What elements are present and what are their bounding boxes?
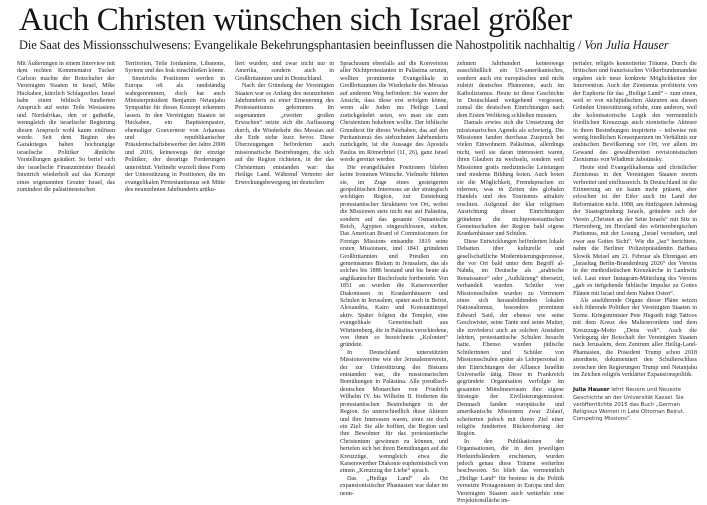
paragraph: Damals erwies sich die Umsetzung der missionarischen Agenda als schwierig. Die Missionen fanden durchaus Zuspruch bei vielen Einwohnern Palästinas, allerdings nicht, weil sie daran interessiert waren, ihren Glauben zu wechseln, sondern weil Missionen gratis medizinische Leistungen und moderne Bildung boten. Auch boten sie die Möglichkeit, Fremdsprachen zu erlernen, was in Zeiten des globalen Handels und des Tourismus attraktiv erschien. Aufgrund der klar religiösen Ausrichtung dieser Einrichtungen gründeten die nichtprotestantischen Gemeinschaften der Region bald eigene Krankenhäuser und Schulen. (457, 120, 564, 238)
author-bio (573, 387, 697, 423)
article-column-3 (235, 61, 334, 187)
subheadline (19, 38, 669, 53)
article-column-2 (125, 61, 225, 194)
article-column-5 (457, 61, 564, 505)
byline: Von Julia Hauser (584, 38, 669, 52)
paragraph: In den Publikationen der Organisationen, die in den jeweiligen Herkunftsländern erschienen, wurden jedoch genau diese Träume weiterhin beschworen. So blieb das vermeintlich „Heilige Land“ für bestens in die Politik vernetzte Protagonisten in Europa und den Vereinigten Staaten auch weiterhin eine Projektionsfläche im- (457, 438, 564, 504)
paragraph: Diese Entwicklungen beförderten lokale Debatten über kulturelle und gesellschaftliche Modernisierungsprozesse, die vor Ort bald unter dem Begriff al-Nahda, im Deutsche als „arabische Renaissance“ oder „Aufklärung“ übersetzt, verhandelt wurden. Schüler von Missionsschulen wurden zu Vertretern eines sich herausbildenden lokalen Nationalismus, besonders prominent Edward Said, der ebenso wie seine Geschwister, seine Tante und seine Mutter, die zuvörderst auch an solchen Anstalten lehrten, protestantische Schulen besucht hatte. Ebenso wurden jüdische Schülerinnen und Schüler von Missionsschulen später als Lehrpersonal in den Einrichtungen der Alliance Israélite Universelle tätig. Diese in Frankreich gegründete Organisation verfolgte im gesamten Mittelmeerraum ihre eigene Strategie der Zivilisierungsmission. Demnach fanden europäische und amerikanische Missionen zwar Zulauf, scheiterten jedoch mit ihrem Ziel einer religiös fundierten Rückeroberung der Region. (457, 238, 564, 438)
paragraph: Nach der Gründung der Vereinigten Staaten war es Anfang des neunzehnten Jahrhunderts zu einer Erneuerung des Protestantismus gekommen. Im sogenannten „zweiten großen Erwachen“ setzte sich die Auffassung durch, die Wiederkehr des Messias auf die Erde stehe kurz bevor. Diese Überzeugungen beförderten auch missionarische Bestrebungen, die sich auf die Region richteten, in der das Christentum entstanden war: das Heilige Land. Während Vertreter der Erweckungsbewegung im deutschen (235, 83, 334, 186)
paragraph: Sprachraum ebenfalls auf die Konversion aller Nichtprotestanten in Palästina setzten, wollten prominente Evangelikale in Großbritannien die Wiederkehr des Messias auf anderem Weg befördern: Sie waren der Ansicht, dass diese erst erfolgen könne, wenn alle Juden ins Heilige Land zurückgekehrt seien, wo man sie zum Christentum bekehren wollte. Der biblische Grundtext für dieses Vorhaben, das auf den Puritanismus des siebzehnten Jahrhunderts zurückgeht, ist die Aussage des Apostels Paulus im Römerbrief (11, 26), ganz Israel werde gerettet werden. (340, 61, 448, 164)
paragraph: perialer, religiös konnotierter Träume. Durch die britischen und französischen Völkerbundsmandate ergaben sich neue konkrete Möglichkeiten der Intervention. Auch der Zionismus profitierte von der Euphorie für das „Heilige Land“ – zum einen, weil er von nichtjüdischen Akteuren aus diesen Gründen Unterstützung erfuhr, zum anderen, weil die kolonisatorische Logik des vermeintlich friedlichen Kreuzzugs auch zionistische Akteure in ihren Bestrebungen inspirierte – teilweise mit wenig friedlichen Konsequenzen im Verhältnis zur arabischen Bevölkerung vor Ort, vor allem im Gewand des gewaltbereiten revisionistischen Zionismus von Wladimir Jabotinsky. (573, 61, 697, 164)
paragraph: Das „Heilige Land“ als Ort expansionistischer Phantasien war daher im neun- (340, 475, 448, 497)
author-name: Julia Hauser (573, 387, 610, 394)
article-column-4 (340, 61, 448, 498)
subheadline-text: Die Saat des Missionsschulwesens: Evangelikale Bekehrungsphantasien beeinflussen die Nahostpolitik nachhaltig / (19, 38, 585, 52)
paragraph: Mit Äußerungen in einem Interview mit dem rechten Kommentator Tucker Carlson machte der Botschafter der Vereinigten Staaten in Israel, Mike Huckabee, kürzlich Schlagzeilen. Israel habe einen biblisch fundierten Anspruch auf weite Teile Westasiens und Nordafrikas, den er gutheiße, wenngleich die israelische Regierung diesen Anspruch wohl kaum einlösen werde. Seit dem Beginn des Gazakrieges haben hochrangige israelische Politiker ähnliche Vorstellungen geäußert. So berief sich der israelische Finanzminister Bezalel Smotrich wiederholt auf das Konzept eines sogenannten Greater Israel, das zumindest die palästinensischen (17, 61, 115, 193)
paragraph: Territorien, Teile Jordaniens, Libanons, Syriens und des Irak einschließen könne. (125, 61, 225, 75)
paragraph: Heute sind Evangelikalismus und christlicher Zionismus in den Vereinigten Staaten enorm verbreitet und einflussreich. In Deutschland ist die Erinnerung an sie kaum mehr präsent, aber erloschen ist der Eifer auch im Land der Reformation nicht. 1998, am fünfzigsten Jahrestag der Staatsgründung Israels, gründete sich der Verein „Christen an der Seite Israels“ mit Sitz in Herrenberg, im Herzland des württembergischen Pietismus, mit der Losung „Israel verstehen, und zwar aus Gottes Sicht“. Wie die „taz“ berichtete, nahm die Berliner Polizeipräsidentin Barbara Slowik Meisel am 21. Februar als Ehrengast am „Israeltag Berlin-Brandenburg 2026“ des Vereins in der methodistischen Kreuzkirche in Lankwitz teil. Laut einer Instagram-Mitteilung des Vereins „gab es tiefgehende biblische Impulse zu Gottes Plänen mit Israel und dem Nahen Osten“. (573, 164, 697, 297)
paragraph: liert wurden, und zwar nicht nur in Amerika, sondern auch in Großbritannien und in Deutschland. (235, 61, 334, 82)
paragraph: zehnten Jahrhundert keineswegs ausschließlich ein US-amerikanisches, sondern auch ein europäisches und nicht zuletzt deutsches Phänomen, auch im Katholizismus. Heute ist diese Geschichte in Deutschland weitgehend vergessen, zumal die deutschen Einrichtungen nach dem Ersten Weltkrieg schließen mussten. (457, 61, 564, 119)
article-column-6 (573, 61, 697, 423)
headline: Auch Christen wünschen sich Israel größer (19, 2, 572, 38)
paragraph: Die evangelikalen Positionen blieben keine frommen Wünsche. Vielmehr führten sie, im Zuge eines gesteigerten geopolitischen Interesses an der strategisch wichtigen Region, zur Entstehung protestantischer Strukturen vor Ort, wobei die Missionen stets nicht nur auf Palästina, sondern auf das gesamte Osmanische Reich, Ägypten eingeschlossen, zielten. Das American Board of Commissioners for Foreign Missions entsandte 1819 seine ersten Missionare, und 1841 gründeten Großbritannien und Preußen ein gemeinsames Bistum in Jerusalem, das als solches bis 1886 bestand und bis heute als anglikanischer Bischofssitz fortbesteht. Von 1851 an wurden die Kaiserswerther Diakonissen in Krankenhäusern und Schulen in Jerusalem, später auch in Beirut, Alexandria, Kairo und Konstantinopel aktiv. Später folgten die Templer, eine evangelikale Gemeinschaft aus Württemberg, die in Palästina verschiedene, von ihnen so bezeichnete „Kolonien“ gründete. (340, 164, 448, 349)
author-bio-text: lehrt Neuere und Neueste Geschichte an der Universität Kassel. Sie veröffentlichte 2015 das Buch „German Religious Women in Late Ottoman Beirut. Competing Missions“. (573, 387, 685, 423)
article-column-1 (17, 61, 115, 194)
paragraph: Als ausführende Organe dieser Pläne setzen sich führende Politiker der Vereinigten Staaten in Szene. Kriegsminister Pete Hegseth trägt Tattoos mit dem Kreuz des Malteserordens und dem Kreuzzugs-Motto „Deus vult“. Auch die Verlegung der Botschaft der Vereinigten Staaten nach Jerusalem, dem Zentrum aller Heilig-Land-Phantasien, die Präsident Trump schon 2018 anordnete, dokumentiert den Schulterschluss zwischen den Regierungen Trump und Netanjahu im Zeichen religiös verklärter Expansionspolitik. (573, 298, 697, 379)
paragraph: In Deutschland unterstützten Missionsvereine wie der Jerusalemsverein, der zur Unterstützung des Bistums entstanden war, die missionarischen Bemühungen in Palästina. Alle preußisch-deutschen Monarchen von Friedrich Wilhelm IV. bis Wilhelm II. förderten die protestantischen Bestrebungen in der Region. So unterschiedlich diese Akteure und ihre Interessen waren, einte sie doch ein Ziel: Sie alle hofften, die Region und ihre Bewohner für das protestantische Christentum gewinnen zu können, und beriefen sich bei ihren Bemühungen auf die Kreuzzüge, wenngleich etwa die Kaiserswerther Diakonie euphemistisch von einem „Kreuzzug der Liebe“ sprach. (340, 349, 448, 475)
paragraph: Smotrichs Positionen werden in Europa oft als randständig wahrgenommen, doch hat auch Ministerpräsident Benjamin Netanjahu Sympathie für dieses Konzept erkennen lassen. In den Vereinigten Staaten ist Huckabee, ein Baptistenpastor, ehemaliger Gouverneur von Arkansas und republikanischer Präsidentschaftsbewerber der Jahre 2008 und 2016, keineswegs der einzige Politiker, der derartige Forderungen unterstützt. Vielmehr wurzelt diese Form der Unterstützung in Positionen, die im evangelikalen Protestantismus seit Mitte des neunzehnten Jahrhunderts artiku- (125, 75, 225, 193)
